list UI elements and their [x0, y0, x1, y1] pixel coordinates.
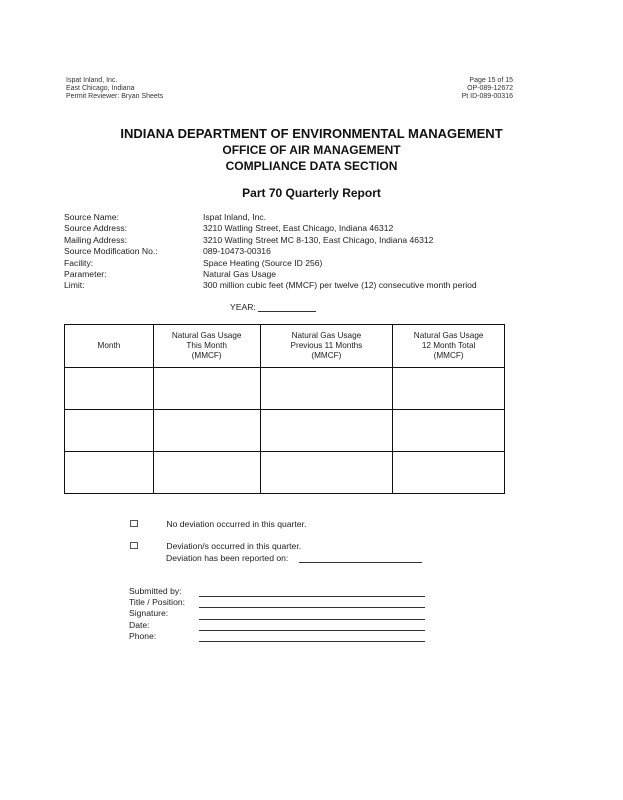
section-title: COMPLIANCE DATA SECTION: [225, 159, 398, 173]
header-company: Ispat Inland, Inc.: [66, 77, 118, 84]
info-value: 089-10473-00316: [203, 246, 271, 257]
header-left: [66, 77, 163, 101]
signature-block: [129, 586, 425, 642]
no-deviation-checkbox[interactable]: [130, 520, 138, 527]
sig-row: [129, 631, 425, 642]
header-permit: OP-089-12672: [467, 85, 513, 92]
year-label: YEAR:: [230, 302, 256, 312]
signature-line[interactable]: [199, 610, 425, 620]
col-header-12-month-total: Natural Gas Usage 12 Month Total (MMCF): [393, 325, 505, 368]
info-row: [64, 235, 477, 246]
deviation-checkbox[interactable]: [130, 542, 138, 549]
year-input-line[interactable]: [258, 303, 316, 312]
table-cell[interactable]: [393, 452, 505, 494]
deviation-reported-label: Deviation has been reported on:: [166, 553, 289, 563]
sig-row: [129, 597, 425, 608]
sig-row: [129, 620, 425, 631]
signature-label: Signature:: [129, 608, 169, 619]
table-row: [65, 410, 505, 452]
info-label: Source Address:: [64, 223, 128, 234]
info-label: Facility:: [64, 257, 94, 268]
deviation-label: Deviation/s occurred in this quarter.: [166, 541, 302, 551]
info-row: [64, 269, 477, 280]
info-row: [64, 258, 477, 269]
info-row: [64, 280, 477, 291]
info-label: Parameter:: [64, 269, 107, 280]
deviation-option: [130, 541, 301, 551]
table-cell[interactable]: [393, 368, 505, 410]
info-label: Source Modification No.:: [64, 246, 158, 257]
table-cell[interactable]: [153, 452, 260, 494]
info-value: Natural Gas Usage: [203, 269, 277, 280]
date-line[interactable]: [199, 621, 425, 631]
deviation-reported-date-line[interactable]: [299, 553, 422, 563]
source-info: [64, 212, 477, 292]
header-right: [462, 77, 513, 101]
info-value: 300 million cubic feet (MMCF) per twelve (12) consecutive month period: [203, 280, 477, 291]
title-position-label: Title / Position:: [129, 597, 186, 608]
info-label: Limit:: [64, 280, 85, 291]
phone-label: Phone:: [129, 630, 157, 641]
table-cell[interactable]: [153, 368, 260, 410]
table-cell[interactable]: [260, 410, 393, 452]
table-cell[interactable]: [65, 410, 154, 452]
header-reviewer: Permit Reviewer: Bryan Sheets: [66, 93, 164, 100]
table-row: [65, 368, 505, 410]
info-row: [64, 212, 477, 223]
report-title: Part 70 Quarterly Report: [242, 186, 381, 200]
table-cell[interactable]: [65, 368, 154, 410]
date-label: Date:: [129, 619, 150, 630]
header-page: Page 15 of 15: [469, 77, 513, 84]
info-row: [64, 246, 477, 257]
submitted-by-label: Submitted by:: [129, 586, 182, 596]
sig-row: [129, 586, 425, 597]
office-title: OFFICE OF AIR MANAGEMENT: [222, 143, 401, 157]
table-cell[interactable]: [260, 452, 393, 494]
info-label: Source Name:: [64, 212, 119, 222]
table-cell[interactable]: [260, 368, 393, 410]
info-value: 3210 Watling Street MC 8-130, East Chicago, Indiana 46312: [203, 234, 434, 245]
year-field: [230, 302, 316, 312]
phone-line[interactable]: [199, 632, 425, 642]
deviation-reported-row: [166, 553, 422, 563]
col-header-month: Month: [65, 325, 154, 368]
no-deviation-option: [130, 519, 306, 529]
sig-row: [129, 608, 425, 619]
info-value: 3210 Watling Street, East Chicago, Indiana 46312: [203, 223, 394, 234]
usage-table: [64, 324, 505, 494]
header-location: East Chicago, Indiana: [66, 85, 135, 92]
title-position-line[interactable]: [199, 598, 425, 608]
dept-title: INDIANA DEPARTMENT OF ENVIRONMENTAL MANAGEMENT: [120, 126, 503, 141]
table-cell[interactable]: [393, 410, 505, 452]
info-value: Ispat Inland, Inc.: [203, 212, 267, 222]
info-row: [64, 223, 477, 234]
header-plant-id: Pt ID-089-00316: [461, 93, 513, 100]
table-row: [65, 452, 505, 494]
col-header-previous-11: Natural Gas Usage Previous 11 Months (MMCF): [260, 325, 393, 368]
col-header-this-month: Natural Gas Usage This Month (MMCF): [153, 325, 260, 368]
submitted-by-line[interactable]: [199, 587, 425, 597]
info-value: Space Heating (Source ID 256): [203, 257, 323, 268]
table-header-row: [65, 325, 505, 368]
info-label: Mailing Address:: [64, 234, 128, 245]
table-cell[interactable]: [153, 410, 260, 452]
table-cell[interactable]: [65, 452, 154, 494]
no-deviation-label: No deviation occurred in this quarter.: [166, 519, 307, 529]
